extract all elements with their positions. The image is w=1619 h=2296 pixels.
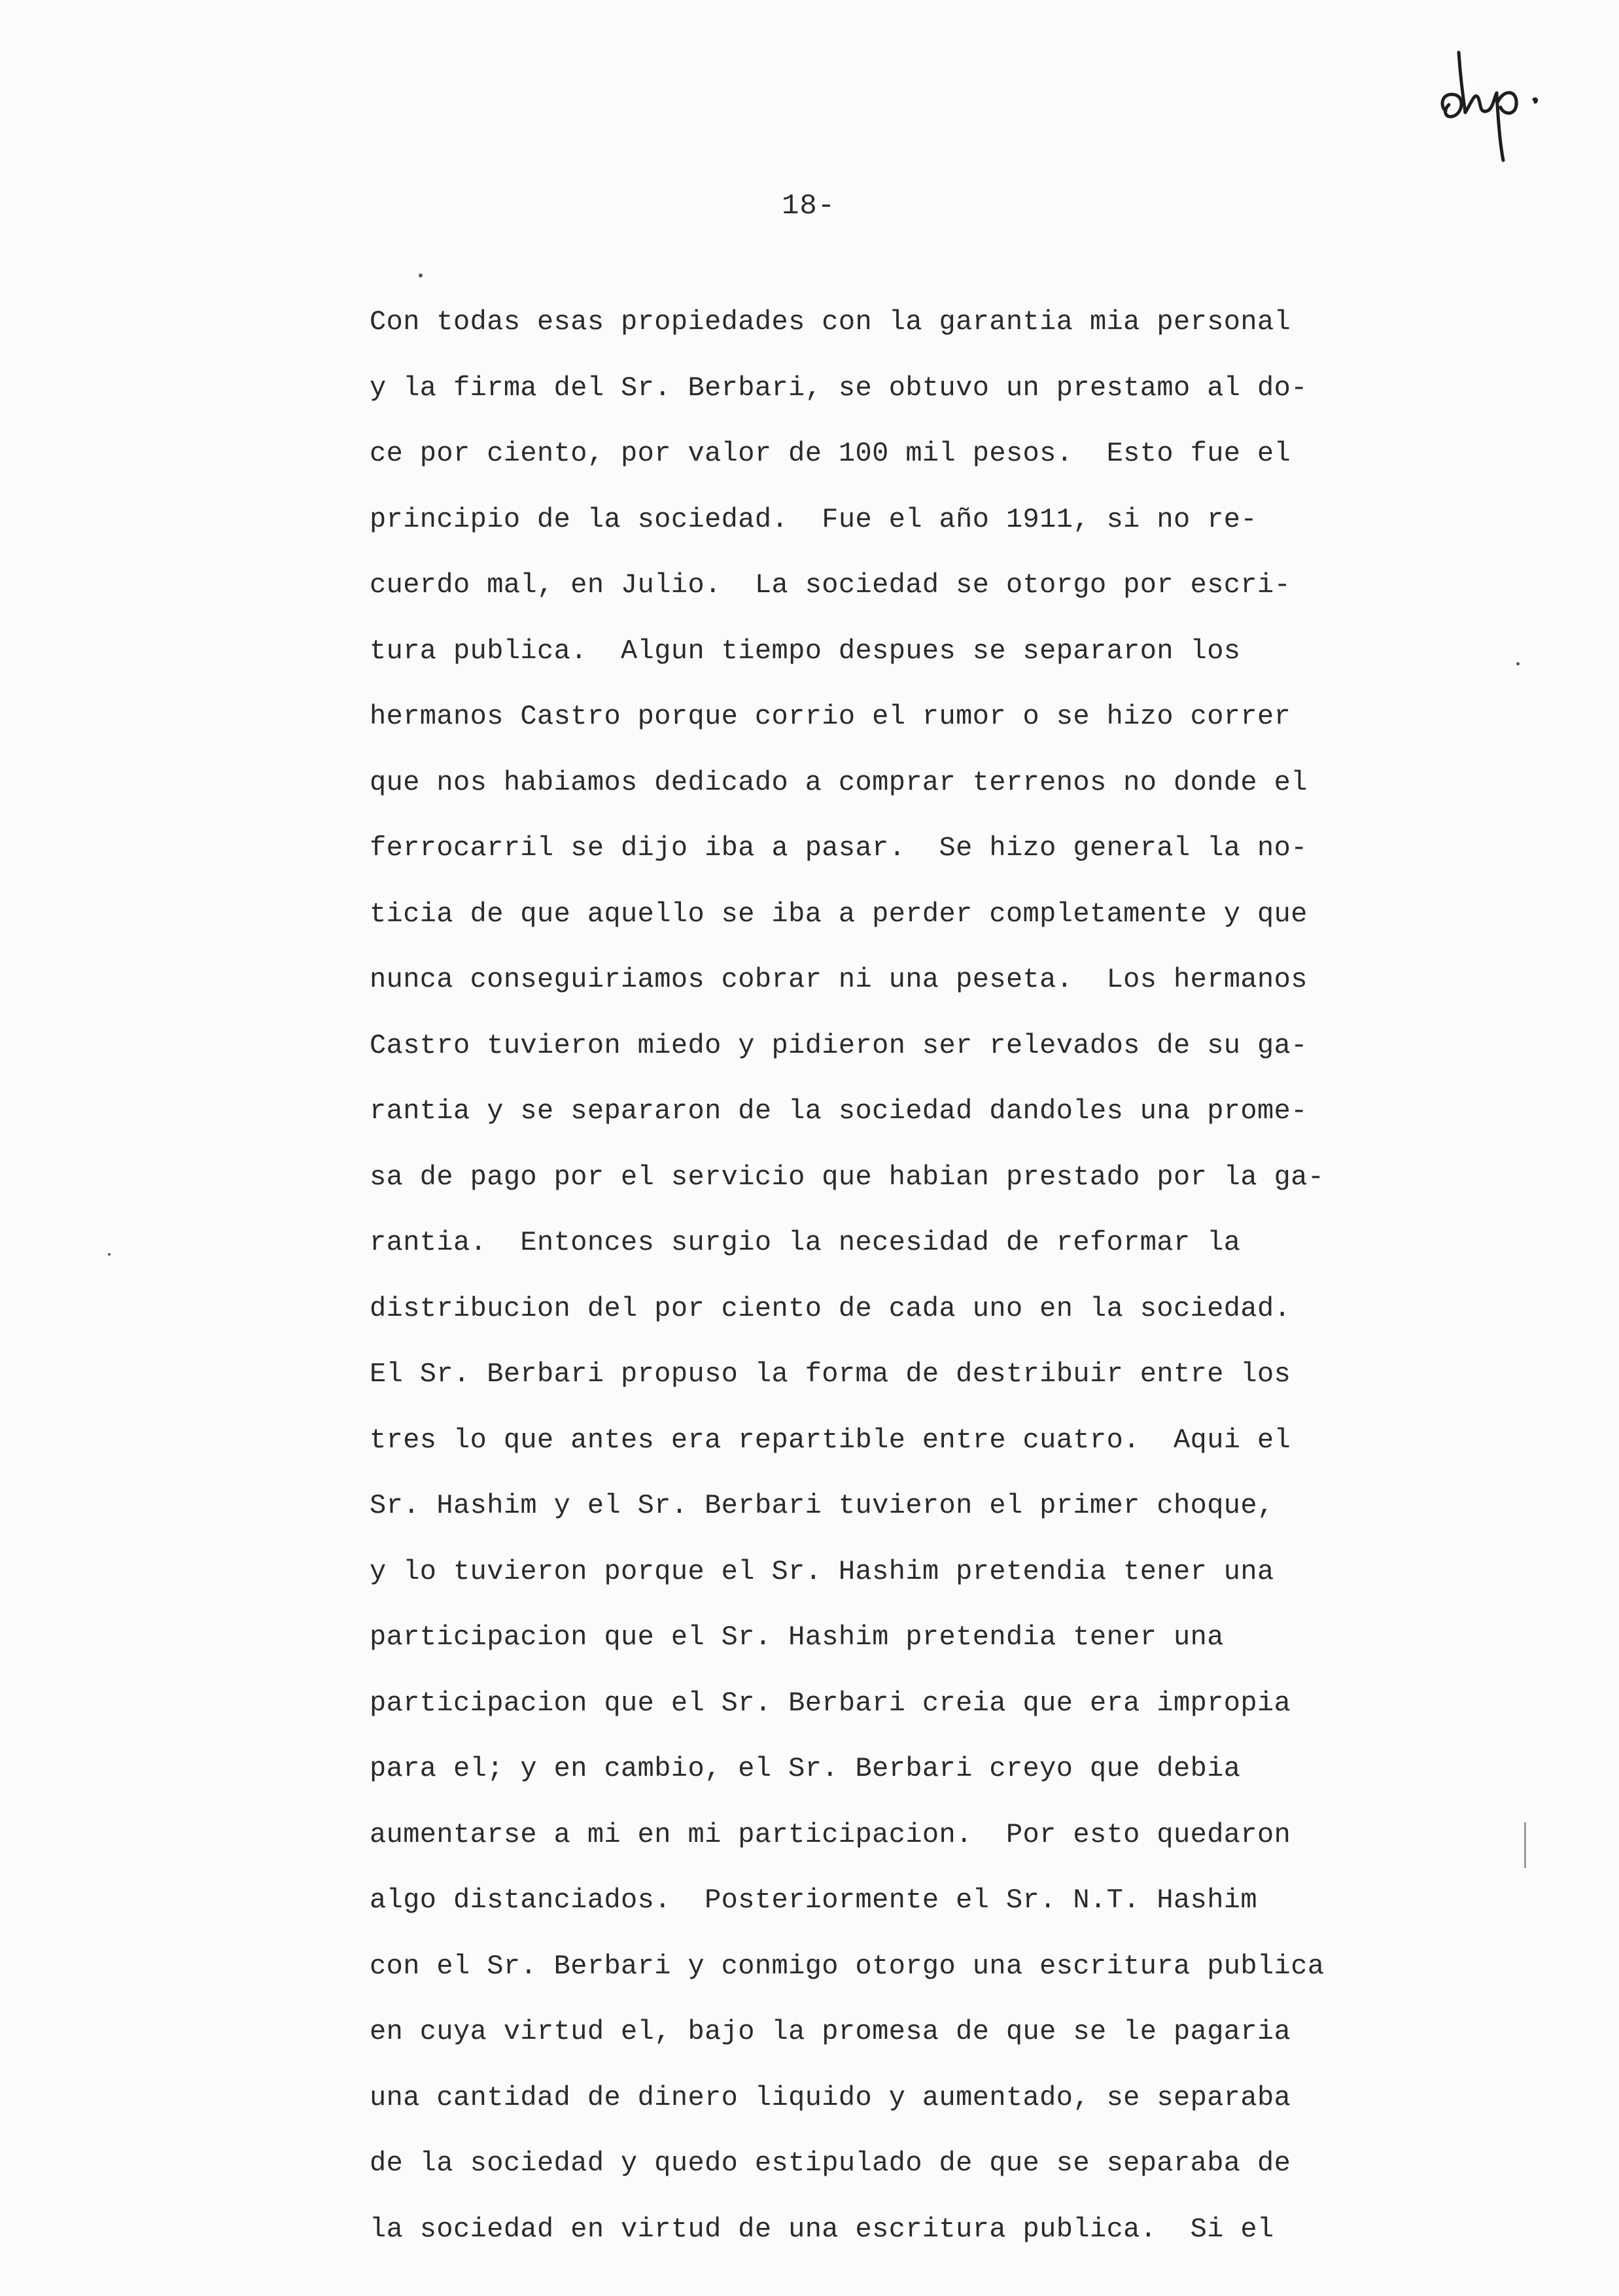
text-line: rantia. Entonces surgio la necesidad de reformar la (370, 1227, 1241, 1258)
text-line: principio de la sociedad. Fue el año 1911, si no re- (370, 503, 1258, 535)
text-line: participacion que el Sr. Hashim pretendia tener una (370, 1621, 1224, 1653)
text-line: Con todas esas propiedades con la garantia mia personal (370, 306, 1291, 338)
text-line: que nos habiamos dedicado a comprar terrenos no donde el (370, 766, 1308, 798)
text-line: la sociedad en virtud de una escritura publica. Si el (370, 2213, 1274, 2245)
text-line: Sr. Hashim y el Sr. Berbari tuvieron el primer choque, (370, 1490, 1274, 1521)
page-number: 18- (782, 190, 836, 222)
text-line: El Sr. Berbari propuso la forma de destribuir entre los (370, 1358, 1291, 1390)
text-line: algo distanciados. Posteriormente el Sr. N.T. Hashim (370, 1884, 1258, 1916)
text-line: en cuya virtud el, bajo la promesa de que se le pagaria (370, 2016, 1291, 2047)
text-line: de la sociedad y quedo estipulado de que se separaba de (370, 2147, 1291, 2179)
text-line: sa de pago por el servicio que habian prestado por la ga- (370, 1161, 1325, 1193)
text-line: hermanos Castro porque corrio el rumor o se hizo correr (370, 701, 1291, 732)
text-line: rantia y se separaron de la sociedad dandoles una prome- (370, 1095, 1308, 1127)
text-line: participacion que el Sr. Berbari creia que era impropia (370, 1687, 1291, 1719)
text-line: nunca conseguiriamos cobrar ni una peseta. Los hermanos (370, 964, 1308, 995)
text-line: y la firma del Sr. Berbari, se obtuvo un prestamo al do- (370, 372, 1308, 404)
handwritten-annotation (1426, 39, 1570, 164)
text-line: ticia de que aquello se iba a perder completamente y que (370, 898, 1308, 930)
text-line: una cantidad de dinero liquido y aumentado, se separaba (370, 2081, 1291, 2113)
text-line: y lo tuvieron porque el Sr. Hashim pretendia tener una (370, 1555, 1274, 1587)
text-line: cuerdo mal, en Julio. La sociedad se otorgo por escri- (370, 569, 1291, 601)
paper-edge-mark (1524, 1822, 1526, 1868)
text-line: Castro tuvieron miedo y pidieron ser relevados de su ga- (370, 1029, 1308, 1061)
text-line: tres lo que antes era repartible entre cuatro. Aqui el (370, 1424, 1291, 1456)
paper-speck (108, 1253, 111, 1256)
typed-body-text (370, 289, 1351, 2262)
text-line: ce por ciento, por valor de 100 mil pesos. Esto fue el (370, 438, 1291, 469)
text-line: para el; y en cambio, el Sr. Berbari creyo que debia (370, 1753, 1241, 1784)
text-line: ferrocarril se dijo iba a pasar. Se hizo general la no- (370, 832, 1308, 864)
paper-speck (419, 274, 423, 277)
paper-speck (1516, 662, 1520, 665)
text-line: aumentarse a mi en mi participacion. Por esto quedaron (370, 1818, 1291, 1850)
text-line: distribucion del por ciento de cada uno en la sociedad. (370, 1292, 1291, 1324)
text-line: con el Sr. Berbari y conmigo otorgo una escritura publica (370, 1950, 1325, 1982)
text-line: tura publica. Algun tiempo despues se separaron los (370, 635, 1241, 667)
